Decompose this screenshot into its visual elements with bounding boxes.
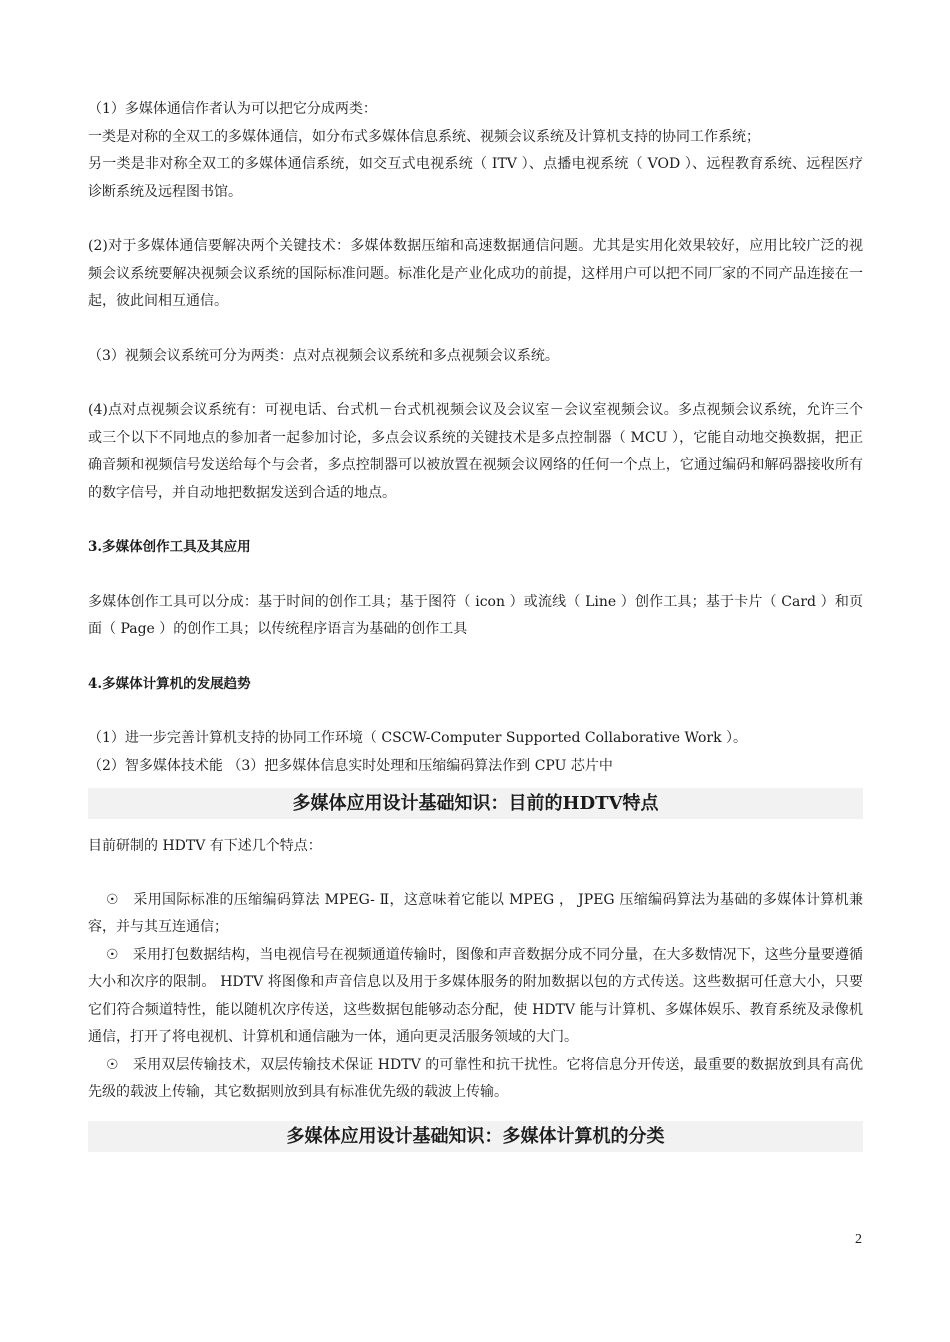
- paragraph-1-line-3: 另一类是非对称全双工的多媒体通信系统，如交互式电视系统（ ITV ）、点播电视系统（ VOD ）、远程教育系统、远程医疗诊断系统及远程图书馆。: [88, 156, 863, 200]
- section-3-number: 3.: [88, 539, 103, 555]
- hdtv-bullet-3-text: 采用双层传输技术，双层传输技术保证 HDTV 的可靠性和抗干扰性。它将信息分开传送，最重要的数据放到具有高优先级的载波上传输，其它数据则放到具有标准优先级的载波上传输。: [88, 1056, 863, 1100]
- bullet-icon: ☉: [106, 1056, 119, 1073]
- paragraph-2: (2)对于多媒体通信要解决两个关键技术：多媒体数据压缩和高速数据通信问题。尤其是实用化效果较好，应用比较广泛的视频会议系统要解决视频会议系统的国际标准问题。标准化是产业化成功的前提，这样用户可以把不同厂家的不同产品连接在一起，彼此间相互通信。: [88, 238, 863, 309]
- section-3-body: 多媒体创作工具可以分成：基于时间的创作工具；基于图符（ icon ）或流线（ Line ）创作工具；基于卡片（ Card ）和页面（ Page ）的创作工具；以传统程序语言为基础的创作工具: [88, 593, 863, 637]
- paragraph-1-line-2: 一类是对称的全双工的多媒体通信，如分布式多媒体信息系统、视频会议系统及计算机支持的协同工作系统；: [88, 128, 760, 145]
- hdtv-bullet-1: [88, 887, 863, 942]
- document-page: [88, 96, 863, 1152]
- bullet-icon: ☉: [106, 946, 119, 963]
- section-4-heading: [88, 671, 863, 699]
- section-4-item-2: （2）智多媒体技术能 （3）把多媒体信息实时处理和压缩编码算法作到 CPU 芯片中: [88, 757, 613, 774]
- bullet-icon: ☉: [106, 891, 119, 908]
- heading-hdtv: 多媒体应用设计基础知识：目前的HDTV特点: [88, 788, 863, 819]
- section-4-item-1: （1）进一步完善计算机支持的协同工作环境（ CSCW-Computer Supported Collaborative Work ）。: [88, 730, 748, 746]
- hdtv-intro: 目前研制的 HDTV 有下述几个特点：: [88, 838, 322, 854]
- section-4-title: 多媒体计算机的发展趋势: [102, 675, 251, 692]
- page-number: 2: [855, 1232, 862, 1247]
- hdtv-bullet-1-text: 采用国际标准的压缩编码算法 MPEG- Ⅱ，这意味着它能以 MPEG ， JPEG 压缩编码算法为基础的多媒体计算机兼容，并与其互连通信；: [88, 891, 863, 935]
- paragraph-4: (4)点对点视频会议系统有：可视电话、台式机－台式机视频会议及会议室－会议室视频会议。多点视频会议系统，允许三个或三个以下不同地点的参加者一起参加讨论，多点会议系统的关键技术是多点控制器（ MCU ），它能自动地交换数据，把正确音频和视频信号发送给每个与会者，多点控制器可以被放置在视频会议网络的任何一个点上，它通过编码和解码器接收所有的数字信号，并自动地把数据发送到合适的地点。: [88, 402, 863, 501]
- hdtv-bullet-2-text: 采用打包数据结构，当电视信号在视频通道传输时，图像和声音数据分成不同分量，在大多数情况下，这些分量要遵循大小和次序的限制。 HDTV 将图像和声音信息以及用于多媒体服务的附加数据以包的方式传送。这些数据可任意大小，只要它们符合频道特性，能以随机次序传送，这些数据包能够动态分配，使 HDTV 能与计算机、多媒体娱乐、教育系统及录像机通信，打开了将电视机、计算机和通信融为一体，通向更灵活服务领域的大门。: [88, 946, 863, 1045]
- section-3-title: 多媒体创作工具及其应用: [102, 539, 251, 555]
- section-3-heading: [88, 534, 863, 562]
- paragraph-1-line-1: （1）多媒体通信作者认为可以把它分成两类：: [88, 101, 377, 117]
- hdtv-bullet-3: [88, 1052, 863, 1107]
- section-4-number: 4.: [88, 675, 103, 692]
- paragraph-3: （3）视频会议系统可分为两类：点对点视频会议系统和多点视频会议系统。: [88, 347, 559, 364]
- hdtv-bullet-2: [88, 942, 863, 1052]
- heading-classification: 多媒体应用设计基础知识：多媒体计算机的分类: [88, 1121, 863, 1152]
